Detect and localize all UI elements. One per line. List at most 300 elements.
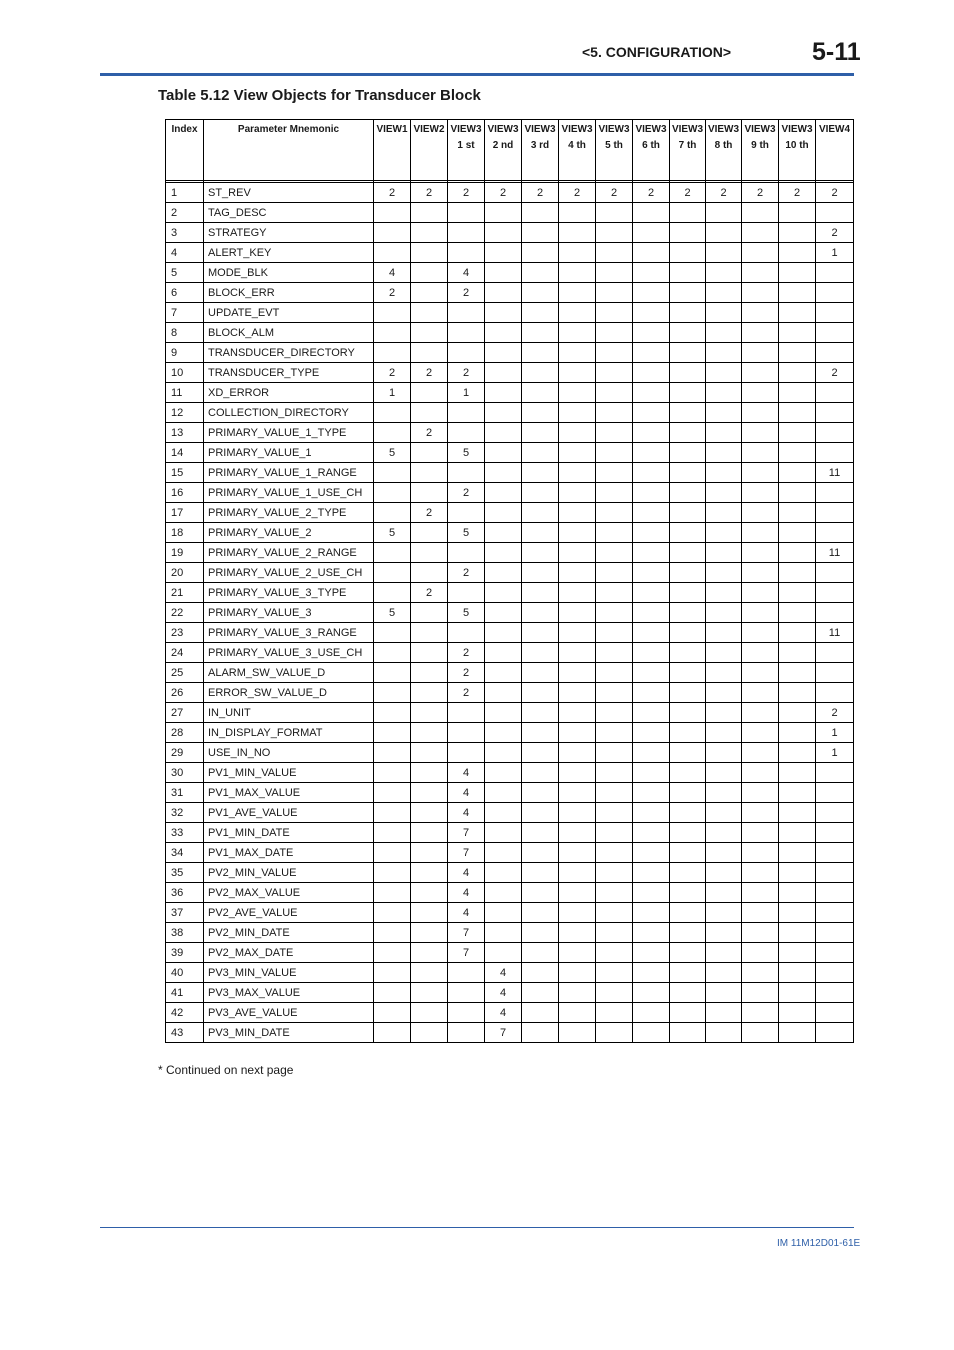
view-value-cell: 2 <box>448 183 485 203</box>
view-value-cell: 11 <box>816 463 854 483</box>
view-value-cell <box>485 863 522 883</box>
view-value-cell <box>596 523 633 543</box>
view-value-cell <box>596 583 633 603</box>
index-cell: 33 <box>166 823 204 843</box>
view-value-cell <box>522 243 559 263</box>
parameter-mnemonic-cell: PRIMARY_VALUE_2_USE_CH <box>204 563 374 583</box>
view-value-cell <box>779 663 816 683</box>
column-header <box>742 120 779 181</box>
view-value-cell <box>522 503 559 523</box>
parameter-mnemonic-cell: XD_ERROR <box>204 383 374 403</box>
view-value-cell <box>706 1003 742 1023</box>
parameter-mnemonic-cell: TRANSDUCER_DIRECTORY <box>204 343 374 363</box>
view-value-cell <box>559 403 596 423</box>
column-header-label: VIEW3 <box>598 124 630 135</box>
view-value-cell <box>633 623 670 643</box>
view-value-cell: 2 <box>411 583 448 603</box>
view-value-cell: 2 <box>448 563 485 583</box>
column-header <box>522 120 559 181</box>
view-value-cell <box>522 903 559 923</box>
view-value-cell <box>522 383 559 403</box>
view-value-cell <box>559 463 596 483</box>
view-value-cell <box>374 1003 411 1023</box>
view-value-cell: 2 <box>559 183 596 203</box>
table-row <box>166 583 854 603</box>
view-value-cell <box>706 383 742 403</box>
view-value-cell <box>485 523 522 543</box>
view-value-cell <box>816 203 854 223</box>
view-value-cell <box>522 623 559 643</box>
view-value-cell: 11 <box>816 623 854 643</box>
view-value-cell: 2 <box>670 183 706 203</box>
view-value-cell <box>670 503 706 523</box>
view-value-cell <box>522 263 559 283</box>
view-value-cell <box>411 823 448 843</box>
view-value-cell <box>485 443 522 463</box>
parameter-mnemonic-cell: BLOCK_ALM <box>204 323 374 343</box>
view-value-cell <box>485 543 522 563</box>
parameter-mnemonic-cell: PV1_AVE_VALUE <box>204 803 374 823</box>
table-row <box>166 883 854 903</box>
view-value-cell <box>596 783 633 803</box>
view-value-cell <box>706 563 742 583</box>
column-header <box>448 120 485 181</box>
view-value-cell <box>559 443 596 463</box>
index-cell: 28 <box>166 723 204 743</box>
column-header <box>633 120 670 181</box>
view-value-cell <box>633 363 670 383</box>
view-value-cell <box>670 883 706 903</box>
view-value-cell <box>596 863 633 883</box>
view-value-cell <box>448 463 485 483</box>
index-cell: 30 <box>166 763 204 783</box>
view-value-cell <box>670 263 706 283</box>
view-value-cell <box>742 203 779 223</box>
view-value-cell <box>522 983 559 1003</box>
view-value-cell: 7 <box>448 843 485 863</box>
view-value-cell: 2 <box>448 643 485 663</box>
view-value-cell <box>559 823 596 843</box>
view-value-cell <box>596 563 633 583</box>
table-row <box>166 563 854 583</box>
view-value-cell <box>559 303 596 323</box>
view-value-cell <box>522 643 559 663</box>
table-row <box>166 263 854 283</box>
view-value-cell <box>816 443 854 463</box>
view-value-cell <box>779 1023 816 1043</box>
view-value-cell <box>742 923 779 943</box>
view-value-cell <box>706 443 742 463</box>
view-value-cell <box>742 543 779 563</box>
view-value-cell: 4 <box>448 863 485 883</box>
view-value-cell <box>522 803 559 823</box>
view-value-cell <box>706 543 742 563</box>
table-row <box>166 443 854 463</box>
index-cell: 24 <box>166 643 204 663</box>
parameter-mnemonic-cell: PRIMARY_VALUE_1_TYPE <box>204 423 374 443</box>
view-value-cell: 1 <box>374 383 411 403</box>
view-value-cell <box>448 1023 485 1043</box>
view-value-cell <box>411 663 448 683</box>
view-value-cell <box>633 343 670 363</box>
view-value-cell <box>522 223 559 243</box>
table-row <box>166 603 854 623</box>
view-value-cell <box>633 823 670 843</box>
view-value-cell <box>633 303 670 323</box>
view-value-cell: 1 <box>816 243 854 263</box>
column-header-label: VIEW3 <box>450 124 482 135</box>
view-value-cell <box>670 203 706 223</box>
view-value-cell <box>411 303 448 323</box>
view-value-cell <box>485 563 522 583</box>
view-value-cell <box>374 943 411 963</box>
view-value-cell: 2 <box>596 183 633 203</box>
view-value-cell <box>742 603 779 623</box>
view-value-cell <box>559 663 596 683</box>
view-value-cell <box>706 683 742 703</box>
view-value-cell <box>522 323 559 343</box>
view-value-cell <box>742 423 779 443</box>
view-value-cell <box>816 783 854 803</box>
view-value-cell <box>559 583 596 603</box>
view-value-cell <box>779 743 816 763</box>
view-objects-table <box>165 119 854 1043</box>
view-value-cell: 2 <box>411 423 448 443</box>
view-value-cell <box>411 863 448 883</box>
view-value-cell <box>522 683 559 703</box>
parameter-mnemonic-cell: PRIMARY_VALUE_2 <box>204 523 374 543</box>
view-value-cell <box>816 403 854 423</box>
view-value-cell <box>779 303 816 323</box>
index-cell: 11 <box>166 383 204 403</box>
view-value-cell <box>522 603 559 623</box>
view-value-cell: 2 <box>448 283 485 303</box>
view-value-cell <box>670 983 706 1003</box>
view-value-cell <box>411 263 448 283</box>
table-row <box>166 543 854 563</box>
view-value-cell <box>706 703 742 723</box>
view-value-cell <box>706 463 742 483</box>
view-value-cell <box>706 643 742 663</box>
index-cell: 4 <box>166 243 204 263</box>
view-value-cell <box>559 523 596 543</box>
view-value-cell <box>485 703 522 723</box>
view-value-cell <box>485 263 522 283</box>
view-value-cell <box>374 223 411 243</box>
view-value-cell <box>742 803 779 823</box>
view-value-cell <box>779 903 816 923</box>
view-value-cell <box>411 463 448 483</box>
view-value-cell <box>816 383 854 403</box>
table-row <box>166 303 854 323</box>
view-value-cell: 2 <box>816 363 854 383</box>
view-value-cell <box>742 263 779 283</box>
page-number: 5-11 <box>812 38 861 66</box>
view-value-cell <box>559 543 596 563</box>
view-value-cell <box>816 963 854 983</box>
view-value-cell <box>816 523 854 543</box>
view-value-cell <box>559 263 596 283</box>
view-value-cell <box>448 983 485 1003</box>
view-value-cell <box>485 783 522 803</box>
view-value-cell <box>779 843 816 863</box>
parameter-mnemonic-cell: PV2_MAX_VALUE <box>204 883 374 903</box>
view-value-cell <box>706 923 742 943</box>
index-cell: 29 <box>166 743 204 763</box>
view-value-cell <box>779 583 816 603</box>
view-value-cell <box>522 763 559 783</box>
view-value-cell <box>374 563 411 583</box>
parameter-mnemonic-cell: PV2_AVE_VALUE <box>204 903 374 923</box>
view-value-cell <box>779 483 816 503</box>
index-cell: 43 <box>166 1023 204 1043</box>
view-value-cell <box>742 563 779 583</box>
view-value-cell <box>706 223 742 243</box>
parameter-mnemonic-cell: PRIMARY_VALUE_1_RANGE <box>204 463 374 483</box>
index-cell: 15 <box>166 463 204 483</box>
view-value-cell <box>816 803 854 823</box>
column-header <box>204 120 374 181</box>
view-value-cell <box>742 1003 779 1023</box>
view-value-cell <box>816 943 854 963</box>
view-value-cell <box>411 683 448 703</box>
view-value-cell <box>779 383 816 403</box>
view-value-cell <box>596 263 633 283</box>
view-value-cell <box>411 483 448 503</box>
view-value-cell <box>448 583 485 603</box>
parameter-mnemonic-cell: PV3_AVE_VALUE <box>204 1003 374 1023</box>
view-value-cell <box>706 263 742 283</box>
view-value-cell <box>706 803 742 823</box>
view-value-cell <box>559 763 596 783</box>
view-value-cell <box>522 823 559 843</box>
view-value-cell <box>559 1003 596 1023</box>
view-value-cell <box>411 803 448 823</box>
view-value-cell: 2 <box>485 183 522 203</box>
view-value-cell <box>633 463 670 483</box>
view-value-cell <box>706 323 742 343</box>
view-value-cell <box>596 963 633 983</box>
index-cell: 26 <box>166 683 204 703</box>
view-value-cell <box>742 963 779 983</box>
view-value-cell <box>670 523 706 543</box>
column-header-sublabel: 7 th <box>678 140 697 151</box>
view-value-cell <box>779 943 816 963</box>
index-cell: 16 <box>166 483 204 503</box>
view-value-cell <box>559 903 596 923</box>
view-value-cell <box>670 303 706 323</box>
index-cell: 31 <box>166 783 204 803</box>
view-value-cell <box>411 703 448 723</box>
view-value-cell <box>816 983 854 1003</box>
view-value-cell <box>596 943 633 963</box>
view-value-cell <box>411 843 448 863</box>
view-value-cell <box>559 423 596 443</box>
view-value-cell <box>706 943 742 963</box>
view-value-cell <box>670 923 706 943</box>
view-value-cell <box>485 303 522 323</box>
column-header <box>596 120 633 181</box>
view-value-cell <box>522 203 559 223</box>
table-row <box>166 463 854 483</box>
view-value-cell <box>742 683 779 703</box>
view-value-cell <box>670 383 706 403</box>
table-row <box>166 723 854 743</box>
view-value-cell <box>374 723 411 743</box>
table-row <box>166 923 854 943</box>
view-value-cell <box>742 483 779 503</box>
view-value-cell <box>411 943 448 963</box>
view-value-cell <box>670 443 706 463</box>
view-value-cell <box>522 583 559 603</box>
parameter-mnemonic-cell: IN_UNIT <box>204 703 374 723</box>
view-value-cell <box>706 743 742 763</box>
view-value-cell <box>742 843 779 863</box>
view-value-cell <box>485 223 522 243</box>
view-value-cell <box>633 383 670 403</box>
index-cell: 23 <box>166 623 204 643</box>
view-value-cell: 2 <box>448 483 485 503</box>
view-value-cell <box>596 803 633 823</box>
parameter-mnemonic-cell: ALERT_KEY <box>204 243 374 263</box>
view-value-cell <box>742 723 779 743</box>
view-value-cell <box>633 1003 670 1023</box>
view-value-cell <box>485 283 522 303</box>
view-value-cell <box>374 863 411 883</box>
table-row <box>166 363 854 383</box>
view-value-cell <box>779 283 816 303</box>
view-value-cell <box>670 363 706 383</box>
view-value-cell <box>559 883 596 903</box>
view-value-cell <box>779 963 816 983</box>
view-value-cell <box>633 643 670 663</box>
view-value-cell <box>448 403 485 423</box>
view-value-cell <box>374 463 411 483</box>
view-value-cell <box>670 843 706 863</box>
view-value-cell <box>448 623 485 643</box>
view-value-cell <box>779 863 816 883</box>
view-value-cell <box>816 823 854 843</box>
view-value-cell <box>411 223 448 243</box>
table-row <box>166 383 854 403</box>
view-value-cell <box>779 623 816 643</box>
view-value-cell <box>779 543 816 563</box>
view-value-cell <box>485 683 522 703</box>
view-value-cell <box>485 583 522 603</box>
table-row <box>166 803 854 823</box>
view-value-cell <box>779 723 816 743</box>
table-row <box>166 943 854 963</box>
view-value-cell <box>559 943 596 963</box>
index-cell: 20 <box>166 563 204 583</box>
view-value-cell <box>633 703 670 723</box>
view-value-cell <box>411 323 448 343</box>
view-value-cell <box>670 683 706 703</box>
table-row <box>166 623 854 643</box>
view-value-cell <box>670 723 706 743</box>
view-value-cell <box>816 263 854 283</box>
column-header-label: VIEW2 <box>413 124 445 135</box>
view-value-cell <box>522 663 559 683</box>
index-cell: 7 <box>166 303 204 323</box>
view-value-cell: 2 <box>779 183 816 203</box>
view-value-cell <box>779 563 816 583</box>
view-value-cell <box>633 783 670 803</box>
view-value-cell <box>742 743 779 763</box>
index-cell: 12 <box>166 403 204 423</box>
view-value-cell <box>596 483 633 503</box>
view-value-cell <box>485 943 522 963</box>
view-value-cell <box>633 963 670 983</box>
index-cell: 2 <box>166 203 204 223</box>
view-value-cell <box>706 983 742 1003</box>
view-value-cell <box>670 583 706 603</box>
view-value-cell <box>633 483 670 503</box>
view-value-cell <box>742 583 779 603</box>
parameter-mnemonic-cell: PRIMARY_VALUE_3_RANGE <box>204 623 374 643</box>
view-value-cell <box>779 803 816 823</box>
view-value-cell <box>411 203 448 223</box>
view-value-cell <box>559 603 596 623</box>
view-value-cell: 4 <box>448 903 485 923</box>
view-value-cell <box>779 223 816 243</box>
index-cell: 35 <box>166 863 204 883</box>
parameter-mnemonic-cell: PV2_MAX_DATE <box>204 943 374 963</box>
table-row <box>166 503 854 523</box>
view-value-cell <box>374 843 411 863</box>
view-value-cell <box>816 903 854 923</box>
view-value-cell: 2 <box>706 183 742 203</box>
view-value-cell <box>559 383 596 403</box>
column-header <box>559 120 596 181</box>
view-value-cell <box>816 643 854 663</box>
view-value-cell: 4 <box>485 983 522 1003</box>
view-value-cell <box>596 623 633 643</box>
index-cell: 42 <box>166 1003 204 1023</box>
view-value-cell <box>522 783 559 803</box>
view-value-cell <box>779 423 816 443</box>
view-value-cell <box>485 823 522 843</box>
view-value-cell <box>485 723 522 743</box>
view-value-cell <box>633 943 670 963</box>
view-value-cell <box>559 963 596 983</box>
index-cell: 38 <box>166 923 204 943</box>
column-header <box>485 120 522 181</box>
view-value-cell <box>448 243 485 263</box>
index-cell: 21 <box>166 583 204 603</box>
view-value-cell <box>816 683 854 703</box>
parameter-mnemonic-cell: PRIMARY_VALUE_1_USE_CH <box>204 483 374 503</box>
column-header <box>816 120 854 181</box>
table-row <box>166 983 854 1003</box>
view-value-cell <box>633 803 670 823</box>
view-value-cell: 5 <box>374 523 411 543</box>
view-value-cell <box>670 283 706 303</box>
parameter-mnemonic-cell: PRIMARY_VALUE_1 <box>204 443 374 463</box>
column-header-label: VIEW3 <box>707 124 740 135</box>
view-value-cell <box>633 663 670 683</box>
parameter-mnemonic-cell: PV2_MIN_VALUE <box>204 863 374 883</box>
view-value-cell <box>670 423 706 443</box>
view-value-cell <box>411 563 448 583</box>
parameter-mnemonic-cell: TAG_DESC <box>204 203 374 223</box>
view-value-cell <box>411 963 448 983</box>
view-value-cell <box>374 243 411 263</box>
view-value-cell: 2 <box>374 183 411 203</box>
index-cell: 40 <box>166 963 204 983</box>
table-row <box>166 863 854 883</box>
view-value-cell: 2 <box>816 223 854 243</box>
